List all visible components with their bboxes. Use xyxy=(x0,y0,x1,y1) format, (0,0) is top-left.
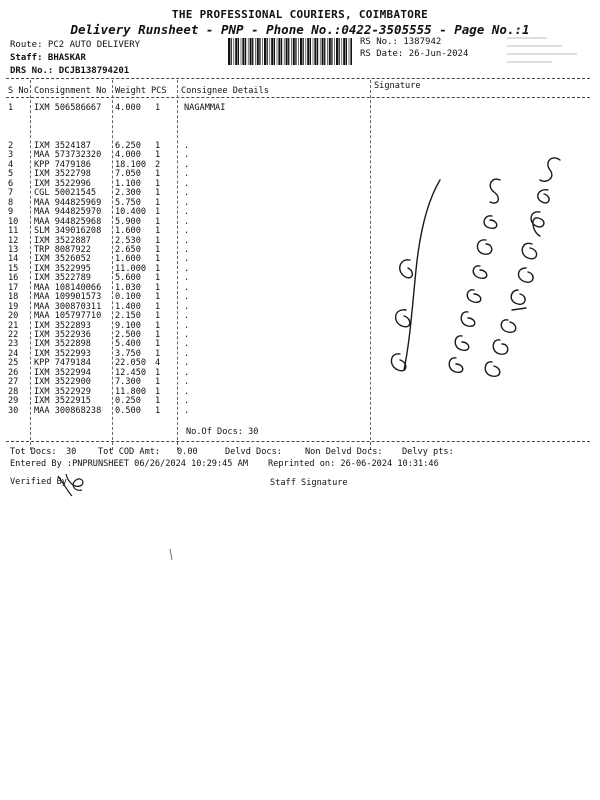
col-header-pcs: PCS xyxy=(151,86,167,96)
cell-sno: 30 xyxy=(8,405,19,416)
cell-consignee: . xyxy=(184,339,190,350)
cell-consignee: . xyxy=(184,386,190,397)
cell-wt: 12.450 xyxy=(115,367,147,378)
cell-sno: 5 xyxy=(8,169,14,180)
cell-pcs: 1 xyxy=(155,367,161,378)
cell-consignee: . xyxy=(184,141,190,151)
cell-pcs: 1 xyxy=(155,197,161,208)
cell-sno: 14 xyxy=(8,254,19,265)
cell-wt: 7.050 xyxy=(115,169,141,180)
bleed-through-text xyxy=(505,34,600,76)
cell-sno: 25 xyxy=(8,358,19,369)
cell-consignee: . xyxy=(184,330,190,340)
cell-pcs: 1 xyxy=(155,235,161,246)
cell-wt: 4.000 xyxy=(115,103,141,113)
cell-sno: 17 xyxy=(8,282,19,293)
cell-consignee: . xyxy=(184,282,190,293)
cell-pcs: 1 xyxy=(155,301,161,312)
cell-pcs: 1 xyxy=(155,348,161,359)
col-sep-2 xyxy=(112,80,113,450)
cell-wt: 0.100 xyxy=(115,292,141,303)
col-sep-3 xyxy=(177,80,178,450)
cell-cn: SLM 349016208 xyxy=(34,226,102,237)
cell-sno: 7 xyxy=(8,188,14,199)
cell-consignee: . xyxy=(184,396,190,407)
cell-consignee: . xyxy=(184,367,190,378)
col-header-weight: Weight xyxy=(115,86,147,96)
col-sep-4 xyxy=(370,80,371,450)
col-header-consignment: Consignment No xyxy=(34,86,107,96)
cell-sno: 24 xyxy=(8,348,19,359)
cell-consignee: . xyxy=(184,358,190,369)
cell-sno: 18 xyxy=(8,292,19,303)
cell-sno: 9 xyxy=(8,207,14,218)
cell-pcs: 1 xyxy=(155,282,161,293)
col-header-sno: S No xyxy=(8,86,29,96)
cell-cn: IXM 3524187 xyxy=(34,141,91,151)
cell-wt: 2.300 xyxy=(115,188,141,199)
cell-sno: 4 xyxy=(8,159,14,170)
cell-wt: 1.030 xyxy=(115,282,141,293)
cell-cn: KPP 7479184 xyxy=(34,358,91,369)
cell-cn: MAA 109901573 xyxy=(34,292,102,303)
cell-cn: MAA 300868238 xyxy=(34,405,102,416)
cell-sno: 10 xyxy=(8,216,19,227)
rs-number: RS No.: 1387942 xyxy=(360,37,442,47)
cell-wt: 2.530 xyxy=(115,235,141,246)
cell-wt: 0.500 xyxy=(115,405,141,416)
cell-sno: 26 xyxy=(8,367,19,378)
cell-cn: IXM 3522789 xyxy=(34,273,91,284)
header-rule-bottom xyxy=(6,97,590,98)
cell-pcs: 1 xyxy=(155,292,161,303)
cell-cn: IXM 3522936 xyxy=(34,330,91,340)
cell-wt: 5.600 xyxy=(115,273,141,284)
cell-cn: MAA 300870311 xyxy=(34,301,102,312)
cell-sno: 22 xyxy=(8,330,19,340)
cell-cn: IXM 3522993 xyxy=(34,348,91,359)
cell-cn: IXM 3526052 xyxy=(34,254,91,265)
cell-sno: 11 xyxy=(8,226,19,237)
cell-pcs: 1 xyxy=(155,254,161,265)
cell-wt: 18.100 xyxy=(115,159,147,170)
cell-sno: 27 xyxy=(8,377,19,388)
col-header-signature: Signature xyxy=(374,81,421,91)
cell-cn: IXM 3522915 xyxy=(34,396,91,407)
cell-cn: CGL 50021545 xyxy=(34,188,97,199)
cell-pcs: 1 xyxy=(155,377,161,388)
cell-wt: 2.650 xyxy=(115,244,141,255)
tot-cod-label: Tot COD Amt: xyxy=(98,447,161,457)
cell-consignee: . xyxy=(184,348,190,359)
cell-wt: 6.250 xyxy=(115,141,141,151)
cell-consignee: . xyxy=(184,244,190,255)
cell-cn: IXM 3522996 xyxy=(34,178,91,189)
cell-consignee: . xyxy=(184,254,190,265)
cell-consignee: . xyxy=(184,197,190,208)
cell-consignee: . xyxy=(184,226,190,237)
cell-consignee: . xyxy=(184,405,190,416)
cell-cn: MAA 944825968 xyxy=(34,216,102,227)
no-of-docs: No.Of Docs: 30 xyxy=(186,427,259,437)
cell-pcs: 1 xyxy=(155,339,161,350)
col-header-consignee: Consignee Details xyxy=(181,86,269,96)
cell-consignee: . xyxy=(184,207,190,218)
cell-cn: MAA 105797710 xyxy=(34,311,102,322)
cell-pcs: 1 xyxy=(155,244,161,255)
cell-sno: 6 xyxy=(8,178,14,189)
cell-consignee: . xyxy=(184,292,190,303)
cell-pcs: 1 xyxy=(155,103,161,113)
delvd-docs-label: Delvd Docs: xyxy=(225,447,282,457)
cell-wt: 9.100 xyxy=(115,320,141,331)
cell-sno: 13 xyxy=(8,244,19,255)
cell-pcs: 4 xyxy=(155,358,161,369)
cell-wt: 2.500 xyxy=(115,330,141,340)
cell-cn: MAA 944825969 xyxy=(34,197,102,208)
cell-consignee: . xyxy=(184,178,190,189)
cell-consignee: . xyxy=(184,301,190,312)
cell-wt: 1.600 xyxy=(115,226,141,237)
verified-by-scribble xyxy=(52,470,92,500)
cell-sno: 16 xyxy=(8,273,19,284)
col-sep-1 xyxy=(30,80,31,450)
cell-consignee: . xyxy=(184,311,190,322)
cell-wt: 22.050 xyxy=(115,358,147,369)
cell-wt: 5.750 xyxy=(115,197,141,208)
header-rule-top xyxy=(6,78,590,79)
cell-pcs: 1 xyxy=(155,188,161,199)
cell-cn: IXM 3522798 xyxy=(34,169,91,180)
stray-mark xyxy=(168,548,174,562)
cell-cn: KPP 7479186 xyxy=(34,159,91,170)
cell-sno: 2 xyxy=(8,141,14,151)
cell-consignee: . xyxy=(184,188,190,199)
delvy-pts-label: Delvy pts: xyxy=(402,447,454,457)
cell-pcs: 1 xyxy=(155,178,161,189)
tot-docs-value: 30 xyxy=(66,447,77,457)
cell-pcs: 1 xyxy=(155,386,161,397)
cell-wt: 2.150 xyxy=(115,311,141,322)
non-delvd-docs-label: Non Delvd Docs: xyxy=(305,447,383,457)
table-bottom-rule xyxy=(6,441,590,442)
company-name: THE PROFESSIONAL COURIERS, COIMBATORE xyxy=(171,8,429,21)
rs-date: RS Date: 26-Jun-2024 xyxy=(360,49,469,59)
cell-wt: 10.400 xyxy=(115,207,147,218)
cell-pcs: 1 xyxy=(155,216,161,227)
cell-wt: 1.600 xyxy=(115,254,141,265)
cell-sno: 23 xyxy=(8,339,19,350)
cell-consignee: . xyxy=(184,169,190,180)
cell-consignee: . xyxy=(184,263,190,274)
barcode xyxy=(228,38,352,65)
cell-cn: IXM 3522898 xyxy=(34,339,91,350)
cell-pcs: 1 xyxy=(155,311,161,322)
cell-sno: 28 xyxy=(8,386,19,397)
cell-wt: 0.250 xyxy=(115,396,141,407)
cell-sno: 15 xyxy=(8,263,19,274)
cell-sno: 29 xyxy=(8,396,19,407)
cell-pcs: 1 xyxy=(155,150,161,161)
cell-cn: IXM 3522900 xyxy=(34,377,91,388)
cell-cn: IXM 506586667 xyxy=(34,103,102,113)
cell-consignee: . xyxy=(184,150,190,161)
staff-text: Staff: BHASKAR xyxy=(10,53,86,63)
cell-pcs: 1 xyxy=(155,141,161,151)
cell-wt: 4.000 xyxy=(115,150,141,161)
cell-pcs: 1 xyxy=(155,226,161,237)
cell-sno: 21 xyxy=(8,320,19,331)
cell-sno: 1 xyxy=(8,103,14,113)
cell-pcs: 1 xyxy=(155,330,161,340)
cell-wt: 3.750 xyxy=(115,348,141,359)
cell-pcs: 1 xyxy=(155,263,161,274)
cell-wt: 5.900 xyxy=(115,216,141,227)
cell-wt: 5.400 xyxy=(115,339,141,350)
cell-cn: IXM 3522929 xyxy=(34,386,91,397)
cell-cn: TRP 8087922 xyxy=(34,244,91,255)
cell-cn: MAA 108140066 xyxy=(34,282,102,293)
cell-cn: IXM 3522893 xyxy=(34,320,91,331)
handwritten-signature xyxy=(380,140,580,400)
staff-signature-label: Staff Signature xyxy=(270,478,348,488)
route-text: Route: PC2 AUTO DELIVERY xyxy=(10,40,141,50)
cell-sno: 19 xyxy=(8,301,19,312)
runsheet-title: Delivery Runsheet - PNP - Phone No.:0422-3505555 - Page No.:1 xyxy=(70,22,530,37)
cell-wt: 11.800 xyxy=(115,386,147,397)
cell-cn: MAA 573732320 xyxy=(34,150,102,161)
tot-docs-label: Tot Docs: xyxy=(10,447,57,457)
cell-consignee: NAGAMMAI xyxy=(184,103,226,113)
cell-cn: IXM 3522995 xyxy=(34,263,91,274)
cell-pcs: 1 xyxy=(155,396,161,407)
cell-sno: 3 xyxy=(8,150,14,161)
cell-consignee: . xyxy=(184,216,190,227)
cell-wt: 1.400 xyxy=(115,301,141,312)
cell-cn: IXM 3522887 xyxy=(34,235,91,246)
cell-consignee: . xyxy=(184,159,190,170)
entered-by: Entered By :PNPRUNSHEET 06/26/2024 10:29:45 AM xyxy=(10,459,248,469)
cell-wt: 7.300 xyxy=(115,377,141,388)
cell-consignee: . xyxy=(184,320,190,331)
cell-sno: 20 xyxy=(8,311,19,322)
cell-pcs: 1 xyxy=(155,273,161,284)
cell-pcs: 1 xyxy=(155,207,161,218)
cell-cn: IXM 3522994 xyxy=(34,367,91,378)
cell-pcs: 1 xyxy=(155,169,161,180)
cell-cn: MAA 944825970 xyxy=(34,207,102,218)
cell-wt: 11.000 xyxy=(115,263,147,274)
cell-pcs: 1 xyxy=(155,320,161,331)
verified-by-label: Verified By xyxy=(10,477,67,487)
tot-cod-value: 0.00 xyxy=(177,447,198,457)
cell-sno: 8 xyxy=(8,197,14,208)
cell-consignee: . xyxy=(184,273,190,284)
drs-number: DRS No.: DCJB138794201 xyxy=(10,66,130,76)
cell-pcs: 2 xyxy=(155,159,161,170)
reprinted-on: Reprinted on: 26-06-2024 10:31:46 xyxy=(268,459,439,469)
cell-consignee: . xyxy=(184,377,190,388)
cell-sno: 12 xyxy=(8,235,19,246)
cell-consignee: . xyxy=(184,235,190,246)
cell-wt: 1.100 xyxy=(115,178,141,189)
cell-pcs: 1 xyxy=(155,405,161,416)
